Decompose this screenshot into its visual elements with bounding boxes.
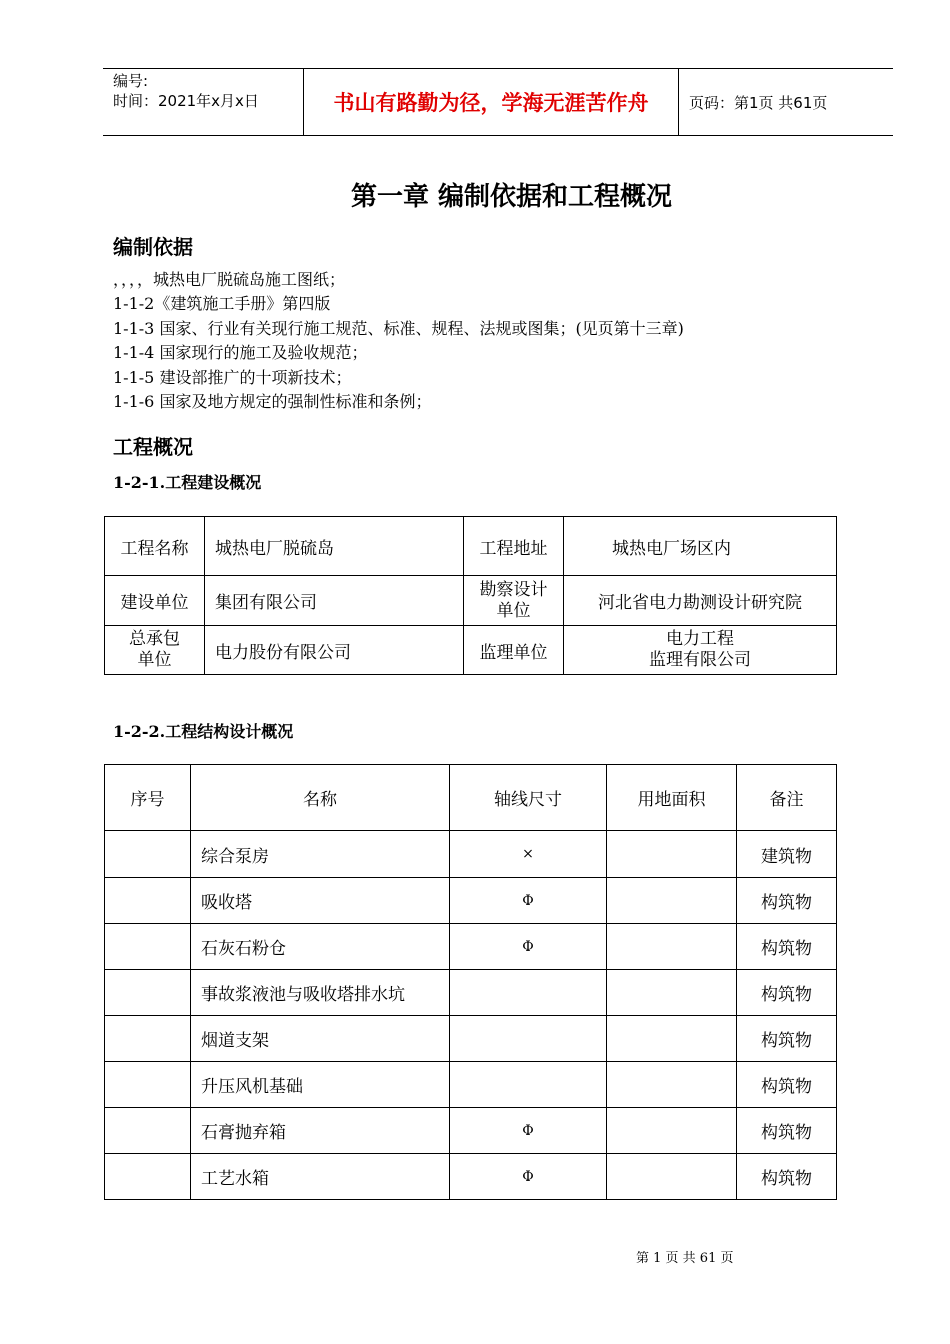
table-cell: Φ	[450, 878, 607, 924]
table-cell: 城热电厂脱硫岛	[205, 517, 464, 576]
table-cell: 石灰石粉仓	[191, 924, 450, 970]
subsection-construction-overview: 1-2-1.工程建设概况	[113, 473, 262, 492]
section-overview-heading: 工程概况	[113, 435, 193, 459]
header-number: 编号:	[113, 72, 149, 90]
chapter-title: 第一章 编制依据和工程概况	[350, 182, 673, 212]
section-basis-heading: 编制依据	[113, 235, 193, 259]
table-cell: 勘察设计 单位	[464, 576, 564, 626]
table-cell: 工艺水箱	[191, 1154, 450, 1200]
table-header-row	[105, 765, 837, 831]
table-cell: 集团有限公司	[205, 576, 464, 626]
table-cell	[105, 1154, 191, 1200]
table-cell: Φ	[450, 1154, 607, 1200]
table-cell: 电力工程 监理有限公司	[564, 626, 837, 675]
list-item: 1-1-3 国家、行业有关现行施工规范、标准、规程、法规或图集；(见页第十三章)	[113, 318, 684, 338]
table-cell: 城热电厂场区内	[564, 517, 837, 576]
table-cell	[607, 924, 737, 970]
table-cell	[607, 1062, 737, 1108]
table-cell	[105, 1062, 191, 1108]
table-cell: 工程地址	[464, 517, 564, 576]
structure-design-table	[104, 764, 837, 1200]
table-cell: 构筑物	[737, 1062, 837, 1108]
table-cell	[105, 924, 191, 970]
table-cell: 建设单位	[105, 576, 205, 626]
list-item: ，，，，城热电厂脱硫岛施工图纸；	[113, 270, 346, 289]
header-page-info: 页码：第1页 共61页	[689, 93, 828, 112]
column-header: 轴线尺寸	[450, 765, 607, 831]
table-cell: 吸收塔	[191, 878, 450, 924]
table-cell	[607, 831, 737, 878]
list-item: 1-1-6 国家及地方规定的强制性标准和条例；	[113, 392, 432, 412]
table-cell: Φ	[450, 1108, 607, 1154]
table-cell: 工程名称	[105, 517, 205, 576]
table-cell	[607, 1154, 737, 1200]
table-cell: Φ	[450, 924, 607, 970]
table-cell	[607, 1016, 737, 1062]
table-cell: 建筑物	[737, 831, 837, 878]
table-cell	[607, 970, 737, 1016]
table-cell	[607, 878, 737, 924]
table-cell: 石膏抛弃箱	[191, 1108, 450, 1154]
table-cell: 综合泵房	[191, 831, 450, 878]
table-cell	[450, 1062, 607, 1108]
table-cell: 升压风机基础	[191, 1062, 450, 1108]
table-row	[105, 924, 837, 970]
header-meta	[103, 69, 303, 135]
column-header: 备注	[737, 765, 837, 831]
table-cell: 构筑物	[737, 1154, 837, 1200]
table-cell	[607, 1108, 737, 1154]
column-header: 名称	[191, 765, 450, 831]
table-cell	[105, 970, 191, 1016]
table-row	[105, 1062, 837, 1108]
title-wrap	[0, 176, 950, 213]
page-footer: 第 1 页 共 61 页	[636, 1251, 734, 1266]
list-item: 1-1-2《建筑施工手册》第四版	[113, 294, 331, 314]
table-cell	[105, 1016, 191, 1062]
construction-overview-table	[104, 516, 837, 675]
column-header: 序号	[105, 765, 191, 831]
table-cell: 烟道支架	[191, 1016, 450, 1062]
table-row	[105, 517, 837, 576]
table-cell: 构筑物	[737, 970, 837, 1016]
table-cell: 构筑物	[737, 1108, 837, 1154]
table-row	[105, 576, 837, 626]
table-cell	[105, 878, 191, 924]
table-cell: 总承包 单位	[105, 626, 205, 675]
header-motto: 书山有路勤为径，学海无涯苦作舟	[303, 69, 679, 135]
table-row	[105, 878, 837, 924]
table-cell	[450, 970, 607, 1016]
table-cell: 构筑物	[737, 924, 837, 970]
list-item: 1-1-4 国家现行的施工及验收规范；	[113, 343, 368, 363]
table-cell: 构筑物	[737, 1016, 837, 1062]
table-row	[105, 970, 837, 1016]
table-row	[105, 626, 837, 675]
table-row	[105, 1016, 837, 1062]
table-cell: 事故浆液池与吸收塔排水坑	[191, 970, 450, 1016]
table-cell: ×	[450, 831, 607, 878]
table-row	[105, 1154, 837, 1200]
table-cell: 电力股份有限公司	[205, 626, 464, 675]
table-cell	[450, 1016, 607, 1062]
column-header: 用地面积	[607, 765, 737, 831]
table-cell	[105, 1108, 191, 1154]
table-cell: 构筑物	[737, 878, 837, 924]
table-row	[105, 831, 837, 878]
basis-list	[113, 268, 684, 414]
table-row	[105, 1108, 837, 1154]
table-cell: 监理单位	[464, 626, 564, 675]
header-time: 时间：2021年x月x日	[113, 92, 259, 110]
page-header	[103, 68, 893, 136]
list-item: 1-1-5 建设部推广的十项新技术；	[113, 367, 352, 387]
subsection-structure-design: 1-2-2.工程结构设计概况	[113, 722, 294, 741]
table-cell	[105, 831, 191, 878]
table-cell: 河北省电力勘测设计研究院	[564, 576, 837, 626]
